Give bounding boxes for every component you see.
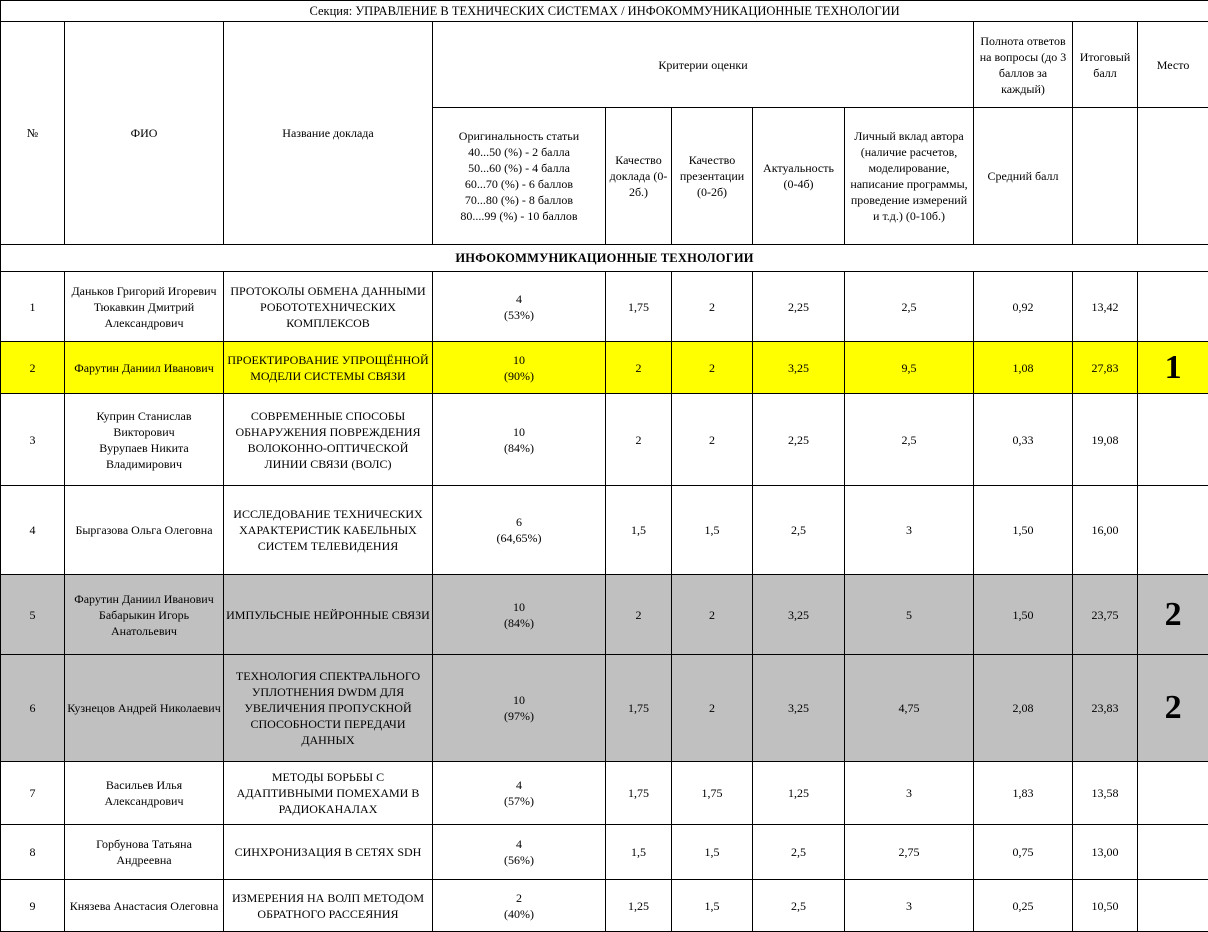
- cell-title: ТЕХНОЛОГИЯ СПЕКТРАЛЬНОГО УПЛОТНЕНИЯ DWDM ДЛЯ УВЕЛИЧЕНИЯ ПРОПУСКНОЙ СПОСОБНОСТИ ПЕРЕДАЧИ ДАННЫХ: [224, 655, 433, 762]
- cell-fio: Фарутин Даниил Иванович Бабарыкин Игорь Анатольевич: [65, 575, 224, 655]
- cell-avg: 2,08: [974, 655, 1073, 762]
- cell-avg: 1,08: [974, 342, 1073, 394]
- cell-presentation-quality: 1,5: [672, 825, 753, 880]
- cell-num: 8: [1, 825, 65, 880]
- cell-contribution: 2,5: [845, 272, 974, 342]
- cell-fio: Горбунова Татьяна Андреевна: [65, 825, 224, 880]
- cell-contribution: 2,75: [845, 825, 974, 880]
- cell-title: СОВРЕМЕННЫЕ СПОСОБЫ ОБНАРУЖЕНИЯ ПОВРЕЖДЕНИЯ ВОЛОКОННО-ОПТИЧЕСКОЙ ЛИНИИ СВЯЗИ (ВОЛС): [224, 394, 433, 486]
- cell-relevance: 1,25: [753, 762, 845, 825]
- section-title: Секция: УПРАВЛЕНИЕ В ТЕХНИЧЕСКИХ СИСТЕМАХ / ИНФОКОММУНИКАЦИОННЫЕ ТЕХНОЛОГИИ: [1, 1, 1208, 22]
- table-row: [1, 880, 1208, 932]
- cell-title: ИССЛЕДОВАНИЕ ТЕХНИЧЕСКИХ ХАРАКТЕРИСТИК КАБЕЛЬНЫХ СИСТЕМ ТЕЛЕВИДЕНИЯ: [224, 486, 433, 575]
- cell-fio: Куприн Станислав Викторович Вурупаев Никита Владимирович: [65, 394, 224, 486]
- header-total: Итоговый балл: [1073, 22, 1138, 108]
- header-presentation-quality: Качество презентации (0-2б): [672, 108, 753, 245]
- cell-originality: 4 (56%): [433, 825, 606, 880]
- cell-num: 9: [1, 880, 65, 932]
- table-row: [1, 342, 1208, 394]
- cell-originality: 10 (90%): [433, 342, 606, 394]
- cell-title: СИНХРОНИЗАЦИЯ В СЕТЯХ SDH: [224, 825, 433, 880]
- cell-num: 6: [1, 655, 65, 762]
- cell-avg: 1,50: [974, 486, 1073, 575]
- header-place: Место: [1138, 22, 1208, 108]
- cell-total: 23,75: [1073, 575, 1138, 655]
- cell-total: 13,00: [1073, 825, 1138, 880]
- cell-presentation-quality: 2: [672, 394, 753, 486]
- table-row: [1, 575, 1208, 655]
- cell-title: МЕТОДЫ БОРЬБЫ С АДАПТИВНЫМИ ПОМЕХАМИ В РАДИОКАНАЛАХ: [224, 762, 433, 825]
- table-row: [1, 486, 1208, 575]
- cell-place: [1138, 394, 1208, 486]
- cell-fio: Кузнецов Андрей Николаевич: [65, 655, 224, 762]
- cell-contribution: 2,5: [845, 394, 974, 486]
- header-fio: ФИО: [65, 22, 224, 245]
- cell-total: 27,83: [1073, 342, 1138, 394]
- cell-originality: 2 (40%): [433, 880, 606, 932]
- header-relevance: Актуальность (0-4б): [753, 108, 845, 245]
- cell-report-quality: 1,75: [606, 762, 672, 825]
- cell-report-quality: 1,25: [606, 880, 672, 932]
- table-row: [1, 394, 1208, 486]
- cell-place: 2: [1138, 575, 1208, 655]
- cell-avg: 0,25: [974, 880, 1073, 932]
- cell-relevance: 3,25: [753, 575, 845, 655]
- cell-place: 2: [1138, 655, 1208, 762]
- table-row: [1, 762, 1208, 825]
- cell-total: 16,00: [1073, 486, 1138, 575]
- cell-fio: Быргазова Ольга Олеговна: [65, 486, 224, 575]
- cell-contribution: 9,5: [845, 342, 974, 394]
- cell-report-quality: 2: [606, 575, 672, 655]
- cell-title: ИМПУЛЬСНЫЕ НЕЙРОННЫЕ СВЯЗИ: [224, 575, 433, 655]
- cell-total: 10,50: [1073, 880, 1138, 932]
- cell-originality: 4 (57%): [433, 762, 606, 825]
- cell-report-quality: 1,75: [606, 272, 672, 342]
- cell-originality: 10 (84%): [433, 394, 606, 486]
- cell-relevance: 2,25: [753, 394, 845, 486]
- header-criteria: Критерии оценки: [433, 22, 974, 108]
- cell-avg: 1,50: [974, 575, 1073, 655]
- header-originality: Оригинальность статьи 40...50 (%) - 2 балла 50...60 (%) - 4 балла 60...70 (%) - 6 баллов 70...80 (%) - 8 баллов 80....99 (%) - 10 баллов: [433, 108, 606, 245]
- cell-report-quality: 1,75: [606, 655, 672, 762]
- cell-place: [1138, 486, 1208, 575]
- section-row: [1, 1, 1208, 22]
- cell-total: 13,58: [1073, 762, 1138, 825]
- cell-place: 1: [1138, 342, 1208, 394]
- header-title: Название доклада: [224, 22, 433, 245]
- header-row-1: [1, 22, 1208, 108]
- table-row: [1, 825, 1208, 880]
- cell-presentation-quality: 2: [672, 655, 753, 762]
- cell-presentation-quality: 2: [672, 272, 753, 342]
- group-row: [1, 245, 1208, 272]
- header-avg: Средний балл: [974, 108, 1073, 245]
- cell-report-quality: 2: [606, 342, 672, 394]
- cell-contribution: 5: [845, 575, 974, 655]
- cell-contribution: 3: [845, 486, 974, 575]
- cell-presentation-quality: 1,75: [672, 762, 753, 825]
- cell-num: 2: [1, 342, 65, 394]
- cell-contribution: 4,75: [845, 655, 974, 762]
- cell-originality: 10 (84%): [433, 575, 606, 655]
- cell-fio: Фарутин Даниил Иванович: [65, 342, 224, 394]
- cell-num: 7: [1, 762, 65, 825]
- header-report-quality: Качество доклада (0-2б.): [606, 108, 672, 245]
- cell-originality: 6 (64,65%): [433, 486, 606, 575]
- cell-total: 23,83: [1073, 655, 1138, 762]
- cell-title: ИЗМЕРЕНИЯ НА ВОЛП МЕТОДОМ ОБРАТНОГО РАССЕЯНИЯ: [224, 880, 433, 932]
- cell-presentation-quality: 1,5: [672, 880, 753, 932]
- cell-title: ПРОЕКТИРОВАНИЕ УПРОЩЁННОЙ МОДЕЛИ СИСТЕМЫ СВЯЗИ: [224, 342, 433, 394]
- cell-fio: Даньков Григорий Игоревич Тюкавкин Дмитрий Александрович: [65, 272, 224, 342]
- cell-presentation-quality: 2: [672, 342, 753, 394]
- cell-contribution: 3: [845, 880, 974, 932]
- cell-presentation-quality: 1,5: [672, 486, 753, 575]
- cell-place: [1138, 825, 1208, 880]
- cell-report-quality: 1,5: [606, 486, 672, 575]
- cell-fio: Князева Анастасия Олеговна: [65, 880, 224, 932]
- cell-relevance: 2,5: [753, 825, 845, 880]
- cell-originality: 10 (97%): [433, 655, 606, 762]
- cell-relevance: 2,5: [753, 486, 845, 575]
- cell-avg: 1,83: [974, 762, 1073, 825]
- cell-relevance: 2,25: [753, 272, 845, 342]
- header-contribution: Личный вклад автора (наличие расчетов, моделирование, написание программы, проведение измерений и т.д.) (0-10б.): [845, 108, 974, 245]
- cell-total: 13,42: [1073, 272, 1138, 342]
- cell-title: ПРОТОКОЛЫ ОБМЕНА ДАННЫМИ РОБОТОТЕХНИЧЕСКИХ КОМПЛЕКСОВ: [224, 272, 433, 342]
- cell-total: 19,08: [1073, 394, 1138, 486]
- cell-num: 4: [1, 486, 65, 575]
- cell-relevance: 3,25: [753, 655, 845, 762]
- cell-report-quality: 1,5: [606, 825, 672, 880]
- cell-num: 1: [1, 272, 65, 342]
- cell-fio: Васильев Илья Александрович: [65, 762, 224, 825]
- cell-relevance: 2,5: [753, 880, 845, 932]
- header-num: №: [1, 22, 65, 245]
- table-row: [1, 272, 1208, 342]
- header-completeness: Полнота ответов на вопросы (до 3 баллов за каждый): [974, 22, 1073, 108]
- cell-place: [1138, 762, 1208, 825]
- header-total-empty: [1073, 108, 1138, 245]
- cell-presentation-quality: 2: [672, 575, 753, 655]
- cell-num: 5: [1, 575, 65, 655]
- cell-place: [1138, 272, 1208, 342]
- group-title: ИНФОКОММУНИКАЦИОННЫЕ ТЕХНОЛОГИИ: [1, 245, 1208, 272]
- table-row: [1, 655, 1208, 762]
- cell-place: [1138, 880, 1208, 932]
- cell-avg: 0,92: [974, 272, 1073, 342]
- header-place-empty: [1138, 108, 1208, 245]
- cell-originality: 4 (53%): [433, 272, 606, 342]
- cell-avg: 0,33: [974, 394, 1073, 486]
- cell-avg: 0,75: [974, 825, 1073, 880]
- cell-num: 3: [1, 394, 65, 486]
- cell-contribution: 3: [845, 762, 974, 825]
- cell-relevance: 3,25: [753, 342, 845, 394]
- cell-report-quality: 2: [606, 394, 672, 486]
